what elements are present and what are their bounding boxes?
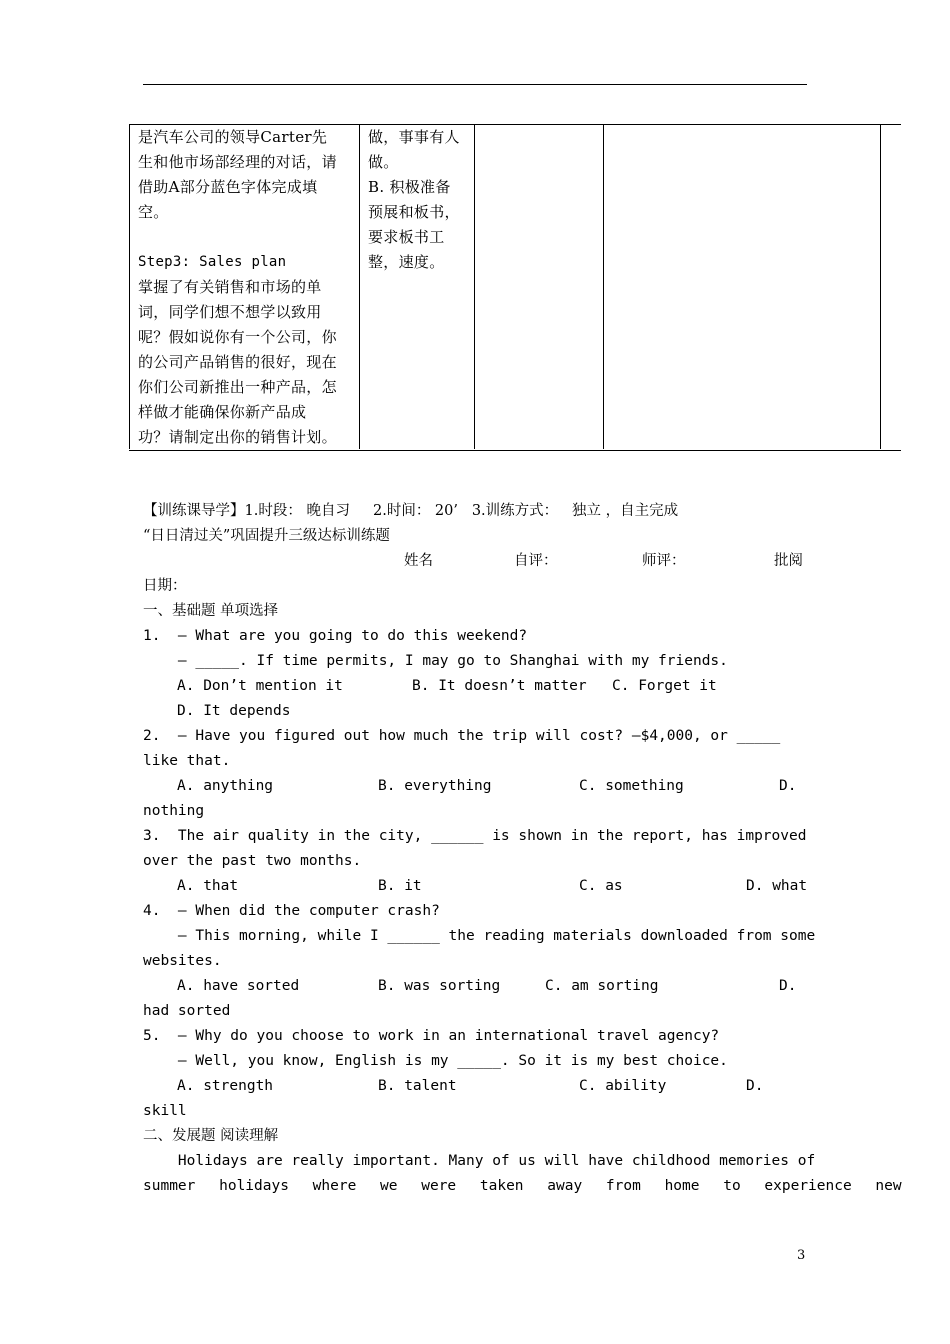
cell-line: 功？请制定出你的销售计划。: [138, 428, 337, 446]
page-number: 3: [797, 1248, 806, 1263]
option: B. it: [378, 878, 422, 894]
option: A. have sorted: [177, 978, 300, 994]
self-eval-label: 自评：: [514, 553, 558, 569]
question-text: 3. The air quality in the city, ______ is shown in the report, has improved: [143, 828, 807, 844]
teacher-eval-label: 师评：: [642, 553, 686, 569]
option: B. talent: [378, 1078, 457, 1094]
question-text: 5. — Why do you choose to work in an international travel agency?: [143, 1028, 720, 1044]
option: D.: [779, 978, 797, 994]
option: C. as: [579, 878, 623, 894]
option: nothing: [143, 803, 205, 819]
cell-line: 的公司产品销售的很好，现在: [138, 353, 337, 371]
option: B. It doesn’t matter: [412, 678, 587, 694]
section-heading: 一、基础题 单项选择: [143, 603, 279, 619]
cell-line: 生和他市场部经理的对话，请: [138, 153, 337, 171]
option: C. ability: [579, 1078, 667, 1094]
cell-line: 整，速度。: [368, 253, 445, 271]
table-border-left: [129, 124, 130, 449]
name-label: 姓名: [404, 553, 433, 569]
question-text: 2. — Have you figured out how much the trip will cost? —$4,000, or _____: [143, 728, 781, 744]
cell-line: 预展和板书，: [368, 203, 460, 221]
option: B. was sorting: [378, 978, 501, 994]
table-divider-2: [474, 124, 475, 449]
passage-line: summer holidays where we were taken away from home to experience new: [143, 1178, 902, 1194]
cell-line: 呢？假如说你有一个公司，你: [138, 328, 337, 346]
table-divider-3: [603, 124, 604, 449]
option: D.: [779, 778, 797, 794]
table-divider-1: [359, 124, 360, 449]
table-cell-method: [368, 125, 470, 275]
cell-line: 要求板书工: [368, 228, 445, 246]
question-text: — Well, you know, English is my _____. So it is my best choice.: [143, 1053, 728, 1069]
cell-line: 是汽车公司的领导Carter先: [138, 128, 328, 146]
cell-line: B. 积极准备: [368, 178, 451, 196]
passage-line: Holidays are really important. Many of us will have childhood memories of: [143, 1153, 816, 1169]
cell-line: 样做才能确保你新产品成: [138, 403, 307, 421]
option: C. am sorting: [545, 978, 659, 994]
option: D. what: [746, 878, 808, 894]
table-cell-content: [138, 125, 354, 450]
training-header: 【训练课导学】1.时段： 晚自习 2.时间： 20’ 3.训练方式： 独立 ，自主完成: [143, 503, 679, 519]
option: D. It depends: [177, 703, 291, 719]
header-rule: [143, 84, 807, 85]
date-label: 日期：: [143, 578, 187, 594]
table-divider-4: [880, 124, 881, 449]
cell-line: 做，事事有人: [368, 128, 460, 146]
cell-line: 空。: [138, 203, 169, 221]
question-text: like that.: [143, 753, 231, 769]
question-text: — _____. If time permits, I may go to Shanghai with my friends.: [143, 653, 728, 669]
section-heading: 二、发展题 阅读理解: [143, 1128, 279, 1144]
option: A. strength: [177, 1078, 274, 1094]
cell-line: 做。: [368, 153, 399, 171]
option: skill: [143, 1103, 187, 1119]
review-label: 批阅: [774, 553, 803, 569]
option: B. everything: [378, 778, 492, 794]
option: had sorted: [143, 1003, 231, 1019]
option: A. anything: [177, 778, 274, 794]
cell-line: 掌握了有关销售和市场的单: [138, 278, 322, 296]
training-title: “日日清过关”巩固提升三级达标训练题: [143, 528, 390, 544]
cell-line: 词，同学们想不想学以致用: [138, 303, 322, 321]
cell-line: [138, 225, 354, 250]
cell-line: Step3: Sales plan: [138, 254, 287, 270]
cell-line: 借助A部分蓝色字体完成填: [138, 178, 318, 196]
option: A. Don’t mention it: [177, 678, 343, 694]
cell-line: 你们公司新推出一种产品，怎: [138, 378, 337, 396]
option: C. Forget it: [612, 678, 717, 694]
question-text: — This morning, while I ______ the reading materials downloaded from some: [143, 928, 816, 944]
question-text: websites.: [143, 953, 222, 969]
option: C. something: [579, 778, 684, 794]
option: A. that: [177, 878, 239, 894]
question-text: 4. — When did the computer crash?: [143, 903, 440, 919]
option: D.: [746, 1078, 764, 1094]
question-text: over the past two months.: [143, 853, 362, 869]
question-text: 1. — What are you going to do this weekend?: [143, 628, 528, 644]
